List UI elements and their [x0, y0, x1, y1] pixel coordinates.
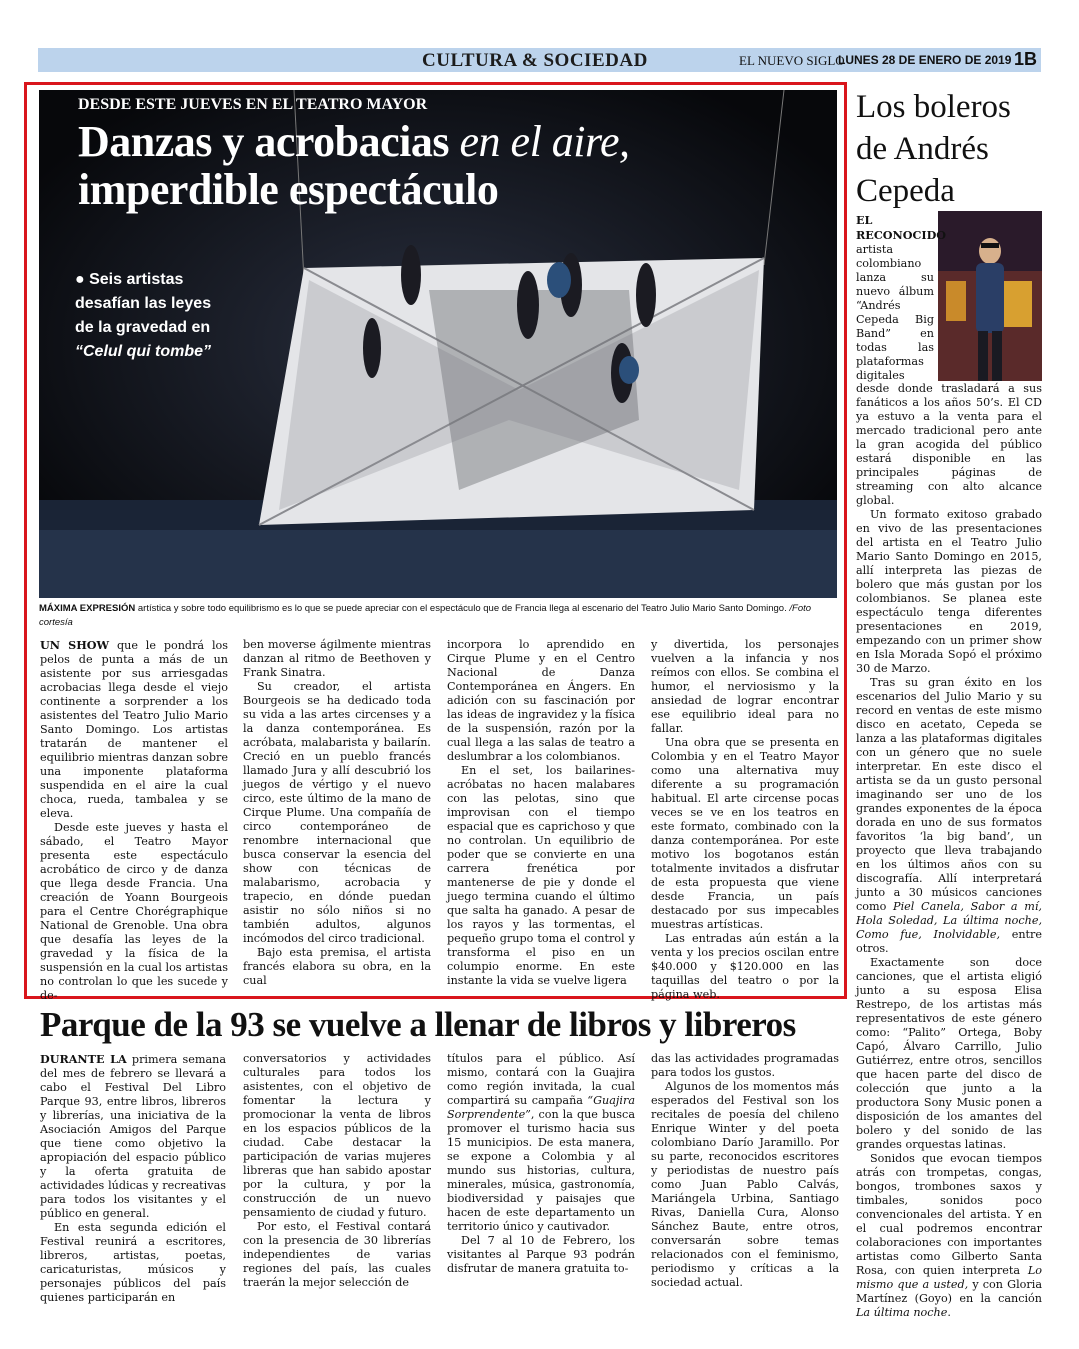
paragraph: En el set, los bailarines-acróbatas no hacen malabares con las pelotas, sino que improvisan con el tiempo espacial que es caprichoso y que no controlan. Un equilibrio de poder que se convierte en una carrera frenética por mantenerse de pie y donde el juego termina cuando el último que salta ha ganado. A pesar de los rayos y las tormentas, el pequeño grupo toma el control y transforma el piso en un columpio enorme. En este instante la vida se vuelve ligera — [447, 764, 635, 987]
p5-song-1: Lo mismo que a usted, — [856, 1264, 1042, 1291]
photo-credit: /Foto cortesía — [39, 603, 812, 628]
p3-end: entre otros. — [856, 928, 1042, 955]
paragraph: Una obra que se presenta en Colombia y en el Teatro Mayor como una alternativa muy diferente a su programación habitual. El arte circense pocas veces se ve en los teatros en este formato, combinado con la danza contemporánea. Por este motivo los bogotanos están totalmente invitados a disfrutar de esta propuesta que viene desde Francia, un país destacado por sus impecables muestras artísticas. — [651, 736, 839, 931]
sidebar-headline: Los boleros de Andrés Cepeda — [856, 89, 1011, 209]
second-headline: Parque de la 93 se vuelve a llenar de libros y libreros — [40, 1005, 796, 1044]
second-column-1 — [40, 1052, 226, 1305]
article-column-2 — [243, 638, 431, 988]
artist-photo — [938, 211, 1042, 381]
article-column-1 — [40, 638, 228, 1003]
article-lead — [75, 268, 225, 364]
lead-title: “Celul qui tombe” — [75, 343, 211, 360]
p3-songs: Piel Canela, Sabor a mí, Hola Soledad, La última noche, Como fue, Inolvidable, — [856, 900, 1042, 941]
photo-caption — [39, 602, 839, 630]
article-lead-in: UN SHOW — [40, 638, 110, 652]
paragraph — [856, 676, 1042, 956]
p5-text-2: y con Gloria Martínez (Goyo) en la canción — [856, 1278, 1042, 1305]
paragraph: que le pondrá los pelos de punta a más de un asistente por sus arriesgadas acrobacias llega desde el viejo continente a sorprender a los asistentes del Teatro Julio Mario Santo Domingo. Los artistas tratarán de mantener el equilibrio mientras danzan sobre una imponente plataforma suspendida en el aire la cual choca, rueda, tambalea y se eleva. — [40, 639, 228, 820]
p5-text: Sonidos que evocan tiempos atrás con trompetas, congas, bongos, trombones saxos y timbales, sonidos poco convencionales del artista. Y en el cual podremos encontrar colaboraciones con importantes artistas como Gilberto Santa Rosa, con quien interpreta — [856, 1152, 1042, 1277]
lead-text: Seis artistas desafían las leyes de la gravedad en — [75, 271, 212, 336]
headline-part-3: imperdible espectáculo — [78, 164, 499, 214]
bullet-icon: ● — [75, 271, 90, 288]
headline-part-2: en el aire, — [459, 117, 630, 166]
paragraph: Desde este jueves y hasta el sábado, el Teatro Mayor presenta este espectáculo acrobático de circo y de danza que llega desde Francia. Una creación de Yoann Bourgeois para el Centre Chorégraphique National de Grenoble. Una obra que desafía las leyes de la gravedad y la física de la suspensión en la cual los artistas no controlan lo que les sucede y de- — [40, 821, 228, 1002]
paragraph: artista colombiano lanza su nuevo álbum “Andrés Cepeda Big Band” en todas las plataformas digitales — [856, 243, 934, 382]
paragraph: ben moverse ágilmente mientras danzan al ritmo de Beethoven y Frank Sinatra. — [243, 638, 431, 679]
headline-part-1: Danzas y acrobacias — [78, 117, 460, 166]
caption-bold: MÁXIMA EXPRESIÓN — [39, 603, 136, 614]
paragraph: Su creador, el artista Bourgeois se ha dedicado toda su vida a las artes circenses y a la danza contemporánea. Es acróbata, malabarista y bailarín. Creció en un pueblo francés llamado Jura y allí descubrió los juegos de vértigo y el nuevo circo, este último de la mano de Cirque Plume. Una compañía de circo contemporáneo de renombre internacional que busca conservar la esencia del show con técnicas de malabarismo, acrobacia y trapecio, en dónde puedan asistir no sólo niños si no también adultos, algunos incómodos del circo tradicional. — [243, 680, 431, 945]
paragraph: primera semana del mes de febrero se llevará a cabo el Festival Del Libro Parque 93, entre libros, libreros y librerías, una iniciativa de la Asociación Amigos del Parque que tiene como objetivo la apropiación del espacio público y la oferta gratuita de actividades lúdicas y recreativas para todos los visitantes y el público en general. — [40, 1053, 226, 1220]
article-column-4 — [651, 638, 839, 1002]
p3-text: Tras su gran éxito en los escenarios del Julio Mario y su record en ventas de este mismo disco en acetato, Cepeda se lanza a las plataformas digitales con un género que no suele interpretar. En este disco el artista se da un gusto personal imaginando ser uno de los grandes exponentes de la época dorada en uno de sus formatos favoritos ‘la big band’, un proyecto que lleva trabajando en los últimos años con su discografía. Allí interpretará junto a 30 músicos canciones como — [856, 676, 1042, 913]
article-column-3 — [447, 638, 635, 988]
article-headline — [78, 118, 630, 213]
second-column-2 — [243, 1052, 431, 1290]
second-column-4 — [651, 1052, 839, 1290]
article-kicker: DESDE ESTE JUEVES EN EL TEATRO MAYOR — [78, 96, 428, 113]
issue-date: LUNES 28 DE ENERO DE 2019 — [838, 53, 1012, 67]
paragraph — [856, 1152, 1042, 1320]
paragraph: y divertida, los personajes vuelven a la infancia y nos reímos con ellos. Se combina el humor, el nerviosismo y la ansiedad de lograr encontrar ese equilibrio ideal para no fallar. — [651, 638, 839, 735]
paragraph: desde donde trasladará a sus fanáticos a los años 50’s. El CD ya estuvo a la venta para el mercado tradicional pero ante la gran acogida del público estará disponible en las principales páginas de streaming con alto alcance global. — [856, 382, 1042, 507]
paragraph: Exactamente son doce canciones, que el artista eligió junto a su esposa Elisa Restrepo, de los artistas más representativos de este género como: “Palito” Ortega, Boby Capó, Álvaro Carrillo, Julio Gutiérrez, entre otros, sencillos que hacen parte del disco de colección que junto a la productora Sony Music ponen a disposición de los amantes del bolero y del sonido de las grandes orquestas latinas. — [856, 956, 1042, 1151]
caption-text: artística y sobre todo equilibrismo es lo que se puede apreciar con el espectáculo que de Francia llega al escenario del Teatro Julio Mario Santo Domingo. — [135, 603, 790, 614]
second-lead-in: DURANTE LA — [40, 1052, 127, 1066]
paragraph: Un formato exitoso grabado en vivo de las presentaciones del artista en el Teatro Julio Mario Santo Domingo en 2015, allí interpreta las piezas de bolero que más gustan por los colombianos. Se planea este espectáculo tenga diferentes presentaciones en 2019, empezando con un primer show en Isla Morada Sopó el próximo 30 de Marzo. — [856, 508, 1042, 675]
sidebar-lead-in: EL RECONOCIDO — [856, 213, 947, 242]
paragraph: Las entradas aún están a la venta y los precios oscilan entre $40.000 y $120.000 en las taquillas del teatro o por la página web. — [651, 932, 839, 1001]
paragraph: Algunos de los momentos más esperados del Festival son los recitales de poesía del chileno Enrique Winter y del poeta colombiano Darío Jaramillo. Por su parte, reconocidos escritores y periodistas de nuestro país como Juan Pablo Calvás, Mariángela Urbina, Santiago Rivas, Daniella Cura, Alonso Sánchez Baute, entre otros, conversarán sobre temas relacionados con el feminismo, periodismo y críticas a la sociedad actual. — [651, 1080, 839, 1289]
paragraph: Por esto, el Festival contará con la presencia de 30 librerías independientes de varias regiones del país, las cuales traerán la mejor selección de — [243, 1220, 431, 1289]
sidebar-wrap-text — [856, 213, 947, 383]
paragraph: incorpora lo aprendido en Cirque Plume y en el Centro Nacional de Danza Contemporánea en Ángers. En adición con su fascinación por las ideas de ingravidez y la física de la suspensión, razón por la cual llega a las salas de teatro a deslumbrar a los colombianos. — [447, 638, 635, 763]
p5-end: . — [947, 1306, 951, 1319]
second-column-3 — [447, 1052, 635, 1276]
sidebar-column — [856, 382, 1042, 1320]
paragraph: conversatorios y actividades culturales para todos los asistentes, con el objetivo de fomentar la lectura y promocionar la venta de libros en los espacios públicos de la ciudad. Cabe destacar la participación de varias mujeres libreras que han sabido apostar por la cultura, y por la construcción de un nuevo pensamiento de ciudad y futuro. — [243, 1052, 431, 1219]
paragraph: Del 7 al 10 de Febrero, los visitantes al Parque 93 podrán disfrutar de manera gratuita to- — [447, 1234, 635, 1275]
campaign-name: “Guajira Sorprendente” — [447, 1094, 635, 1121]
paper-name: EL NUEVO SIGLO — [739, 53, 845, 68]
section-title: CULTURA & SOCIEDAD — [422, 50, 648, 71]
paragraph: En esta segunda edición el Festival reunirá a escritores, libreros, artistas, poetas, caricaturistas, músicos y personajes públicos del país quienes participarán en — [40, 1221, 226, 1304]
page-number: 1B — [1014, 49, 1038, 69]
c3-text-2: , con la que busca promover el turismo hacia sus 15 municipios. De esta manera, se expone a Colombia y al mundo sus historias, cultura, minerales, música, gastronomía, biodiversidad y paisajes que hacen de este departamento un territorio único y cautivador. — [447, 1108, 635, 1233]
c3-text: títulos para el público. Así mismo, contará con la Guajira como región invitada, la cual compartirá su campaña — [447, 1052, 635, 1107]
paragraph: Bajo esta premisa, el artista francés elabora su obra, en la cual — [243, 946, 431, 987]
paragraph: das las actividades programadas para todos los gustos. — [651, 1052, 839, 1079]
p5-song-2: La última noche — [856, 1306, 948, 1319]
